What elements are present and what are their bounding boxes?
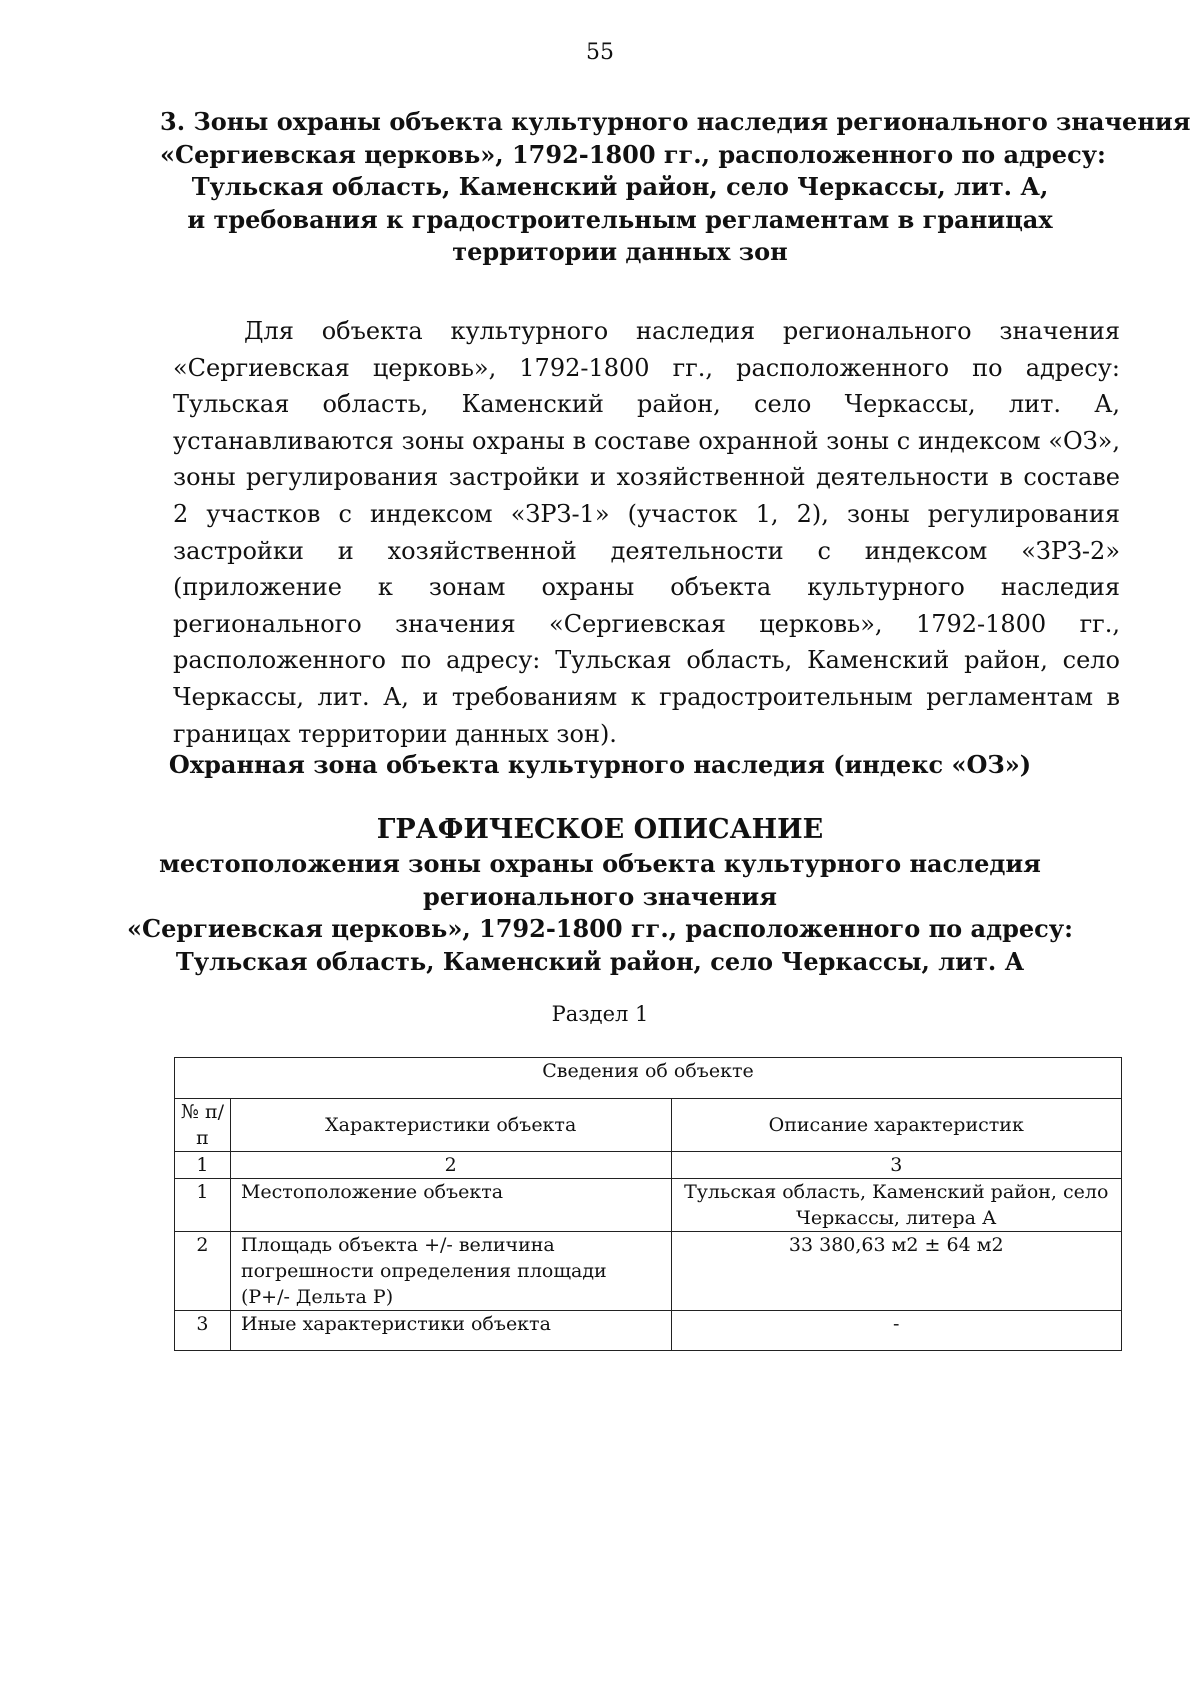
graphic-description-line: местоположения зоны охраны объекта культурного наследия xyxy=(159,849,1041,878)
graphic-description-line: «Сергиевская церковь», 1792-1800 гг., расположенного по адресу: xyxy=(127,914,1073,943)
row-description: - xyxy=(671,1311,1122,1351)
body-text xyxy=(173,313,1120,752)
graphic-description-line: Тульская область, Каменский район, село Черкассы, лит. А xyxy=(175,946,1025,976)
row-characteristic: Местоположение объекта xyxy=(230,1179,671,1232)
heading-line: Тульская область, Каменский район, село Черкассы, лит. А, xyxy=(191,172,1049,201)
table-caption: Сведения об объекте xyxy=(175,1058,1122,1099)
row-characteristic: Площадь объекта +/- величина погрешности определения площади (Р+/- Дельта Р) xyxy=(230,1232,671,1311)
header-number: № п/п xyxy=(175,1099,231,1152)
heading-line: территории данных зон xyxy=(452,237,788,266)
heading-line: «Сергиевская церковь», 1792-1800 гг., расположенного по адресу: xyxy=(160,139,1106,169)
table-header-row xyxy=(175,1099,1122,1152)
zone-title: Охранная зона объекта культурного наследия (индекс «ОЗ») xyxy=(168,750,1032,779)
column-number: 2 xyxy=(230,1152,671,1179)
object-info-table xyxy=(174,1057,1122,1351)
column-number: 3 xyxy=(671,1152,1122,1179)
page-number: 55 xyxy=(586,40,614,65)
table-row xyxy=(175,1179,1122,1232)
row-description: Тульская область, Каменский район, село Черкассы, литера А xyxy=(671,1179,1122,1232)
table-column-numbers-row xyxy=(175,1152,1122,1179)
graphic-description-line: регионального значения xyxy=(423,881,777,911)
table-row xyxy=(175,1232,1122,1311)
graphic-description xyxy=(0,812,1200,978)
row-number: 1 xyxy=(175,1179,231,1232)
heading-line: и требования к градостроительным регламентам в границах xyxy=(187,204,1053,234)
header-characteristic: Характеристики объекта xyxy=(230,1099,671,1152)
table-caption-row xyxy=(175,1058,1122,1099)
graphic-description-title: ГРАФИЧЕСКОЕ ОПИСАНИЕ xyxy=(376,814,824,845)
body-paragraph: Для объекта культурного наследия регионального значения «Сергиевская церковь», 1792-1800 гг., расположенного по адресу: Тульская область, Каменский район, село Черкассы, лит. А, устанавливаются зоны охраны в составе охранной зоны с индексом «ОЗ», зоны регулирования застройки и хозяйственной деятельности в составе 2 участков с индексом «ЗРЗ-1» (участок 1, 2), зоны регулирования застройки и хозяйственной деятельности с индексом «ЗРЗ-2» (приложение к зонам охраны объекта культурного наследия регионального значения «Сергиевская церковь», 1792-1800 гг., расположенного по адресу: Тульская область, Каменский район, село Черкассы, лит. А, и требованиям к градостроительным регламентам в границах территории данных зон). xyxy=(173,317,1120,748)
column-number: 1 xyxy=(175,1152,231,1179)
row-characteristic: Иные характеристики объекта xyxy=(230,1311,671,1351)
section-label: Раздел 1 xyxy=(551,1002,649,1026)
heading-line: 3. Зоны охраны объекта культурного наследия регионального значения xyxy=(160,107,1191,136)
section-heading xyxy=(160,106,1191,269)
row-description: 33 380,63 м2 ± 64 м2 xyxy=(671,1232,1122,1311)
row-number: 3 xyxy=(175,1311,231,1351)
table-row xyxy=(175,1311,1122,1351)
row-number: 2 xyxy=(175,1232,231,1311)
header-description: Описание характеристик xyxy=(671,1099,1122,1152)
